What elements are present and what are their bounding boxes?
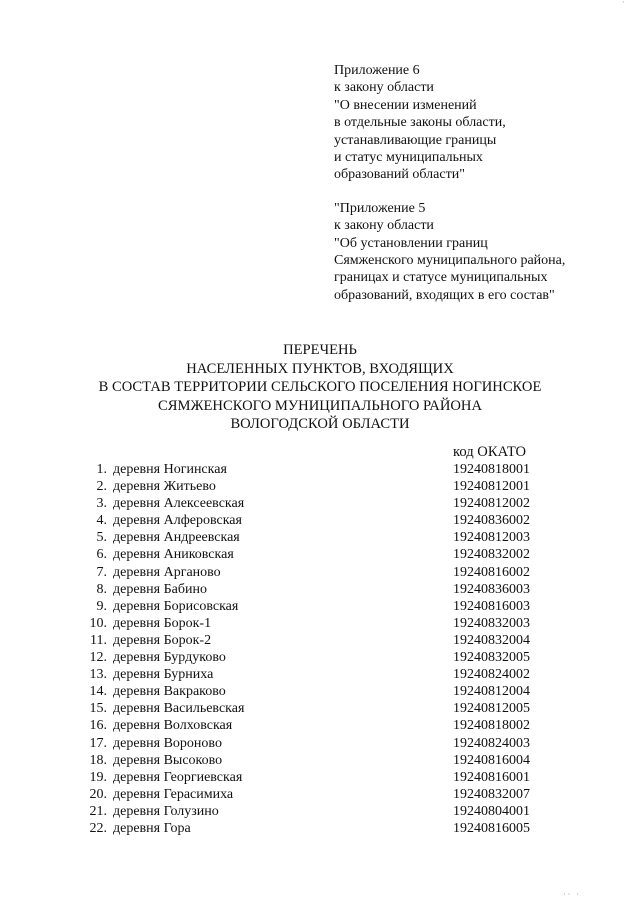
okato-code: 19240818001 — [453, 462, 530, 477]
list-item — [80, 495, 540, 512]
item-number: 12. — [89, 650, 107, 666]
item-number: 19. — [89, 769, 107, 785]
item-number: 17. — [89, 735, 107, 751]
list-item — [80, 786, 540, 803]
settlement-name: деревня Волховская — [113, 718, 233, 734]
appendix-line: "Приложение 5 — [334, 200, 426, 216]
scan-mark-bottom: ·· · — [563, 890, 581, 899]
item-number: 18. — [89, 752, 107, 768]
appendix-line: "О внесении изменений — [334, 97, 477, 113]
list-item — [80, 615, 540, 632]
item-number: 10. — [89, 615, 107, 631]
list-item — [80, 581, 540, 598]
okato-code: 19240812002 — [453, 496, 530, 512]
list-item — [80, 803, 540, 820]
appendix-line: образований, входящих в его состав" — [334, 287, 555, 303]
title-line: В СОСТАВ ТЕРРИТОРИИ СЕЛЬСКОГО ПОСЕЛЕНИЯ НОГИНСКОЕ — [98, 379, 542, 396]
settlement-name: деревня Бурниха — [113, 667, 214, 683]
appendix-line: границах и статусе муниципальных — [334, 270, 548, 286]
list-item — [80, 598, 540, 615]
item-number: 8. — [96, 581, 107, 597]
list-item — [80, 649, 540, 666]
settlement-name: деревня Бурдуково — [113, 650, 226, 666]
item-number: 20. — [89, 786, 107, 802]
list-item — [80, 529, 540, 546]
item-number: 22. — [89, 820, 107, 836]
item-number: 7. — [96, 564, 107, 580]
okato-code: 19240804001 — [453, 803, 530, 819]
item-number: 11. — [90, 632, 107, 648]
item-number: 1. — [96, 462, 107, 477]
list-item — [80, 752, 540, 769]
okato-code: 19240812003 — [453, 530, 530, 546]
okato-code: 19240832004 — [453, 632, 530, 648]
list-item — [80, 700, 540, 717]
item-number: 3. — [96, 496, 107, 512]
list-item — [80, 478, 540, 495]
list-item — [80, 461, 540, 478]
appendix-line: Приложение 6 — [334, 63, 420, 78]
okato-code: 19240832002 — [453, 547, 530, 563]
appendix-line: устанавливающие границы — [334, 132, 497, 148]
settlement-name: деревня Борок-1 — [113, 615, 212, 631]
appendix-5-block — [334, 200, 565, 304]
okato-code: 19240812001 — [453, 479, 530, 495]
okato-code: 19240816005 — [453, 820, 530, 836]
okato-column-header: код ОКАТО — [453, 444, 527, 460]
appendix-line: образований области" — [334, 167, 465, 183]
settlement-name: деревня Георгиевская — [113, 769, 243, 785]
list-item — [80, 632, 540, 649]
title-line: НАСЕЛЕННЫХ ПУНКТОВ, ВХОДЯЩИХ — [186, 360, 454, 377]
okato-code: 19240824002 — [453, 667, 530, 683]
okato-code: 19240832007 — [453, 786, 530, 802]
list-item — [80, 546, 540, 563]
settlement-name: деревня Житьево — [113, 479, 216, 495]
appendix-line: "Об установлении границ — [334, 235, 488, 251]
okato-code: 19240832003 — [453, 615, 530, 631]
okato-code: 19240836003 — [453, 581, 530, 597]
settlement-name: деревня Арганово — [113, 564, 221, 580]
appendix-header — [334, 62, 565, 304]
item-number: 21. — [89, 803, 107, 819]
item-number: 2. — [96, 479, 107, 495]
appendix-line: Сямженского муниципального района, — [334, 253, 566, 269]
title-line: СЯМЖЕНСКОГО МУНИЦИПАЛЬНОГО РАЙОНА — [158, 397, 482, 414]
appendix-line: в отдельные законы области, — [334, 115, 506, 131]
okato-code: 19240816002 — [453, 564, 530, 580]
title-line: ПЕРЕЧЕНЬ — [283, 342, 357, 358]
okato-code: 19240812005 — [453, 701, 530, 717]
settlement-name: деревня Андреевская — [113, 530, 240, 546]
item-number: 14. — [89, 684, 107, 700]
okato-code: 19240836002 — [453, 513, 530, 529]
settlement-name: деревня Бабино — [113, 581, 207, 597]
settlement-name: деревня Высоково — [113, 752, 223, 768]
okato-code: 19240816004 — [453, 752, 530, 768]
list-item — [80, 735, 540, 752]
settlement-name: деревня Вороново — [113, 735, 222, 751]
okato-code: 19240816003 — [453, 598, 530, 614]
list-item — [80, 769, 540, 786]
item-number: 13. — [89, 667, 107, 683]
settlement-name: деревня Борисовская — [113, 598, 239, 614]
item-number: 6. — [96, 547, 107, 563]
list-item — [80, 512, 540, 529]
title-line: ВОЛОГОДСКОЙ ОБЛАСТИ — [230, 416, 410, 433]
settlement-name: деревня Алферовская — [113, 513, 242, 529]
appendix-line: к закону области — [334, 80, 434, 96]
settlement-name: деревня Аниковская — [113, 547, 234, 563]
item-number: 5. — [96, 530, 107, 546]
settlement-name: деревня Васильевская — [113, 701, 245, 717]
list-item — [80, 820, 540, 837]
list-item — [80, 666, 540, 683]
okato-code: 19240816001 — [453, 769, 530, 785]
list-item — [80, 564, 540, 581]
appendix-6-block — [334, 62, 565, 184]
settlement-name: деревня Голузино — [113, 803, 219, 819]
settlement-name: деревня Алексеевская — [113, 496, 245, 512]
appendix-line: и статус муниципальных — [334, 150, 483, 166]
item-number: 4. — [96, 513, 107, 529]
settlement-list — [80, 461, 540, 837]
okato-code: 19240832005 — [453, 650, 530, 666]
scan-mark-top: · — [622, 0, 625, 7]
settlement-name: деревня Вакраково — [113, 684, 226, 700]
item-number: 9. — [96, 598, 107, 614]
okato-code: 19240812004 — [453, 684, 530, 700]
settlement-name: деревня Борок-2 — [113, 632, 212, 648]
item-number: 16. — [89, 718, 107, 734]
list-item — [80, 717, 540, 734]
list-item — [80, 683, 540, 700]
settlement-name: деревня Ногинская — [113, 462, 227, 477]
item-number: 15. — [89, 701, 107, 717]
okato-code: 19240824003 — [453, 735, 530, 751]
settlement-name: деревня Герасимиха — [113, 786, 234, 802]
appendix-line: к закону области — [334, 218, 434, 234]
settlement-name: деревня Гора — [113, 820, 191, 836]
document-title — [0, 341, 640, 434]
okato-code: 19240818002 — [453, 718, 530, 734]
